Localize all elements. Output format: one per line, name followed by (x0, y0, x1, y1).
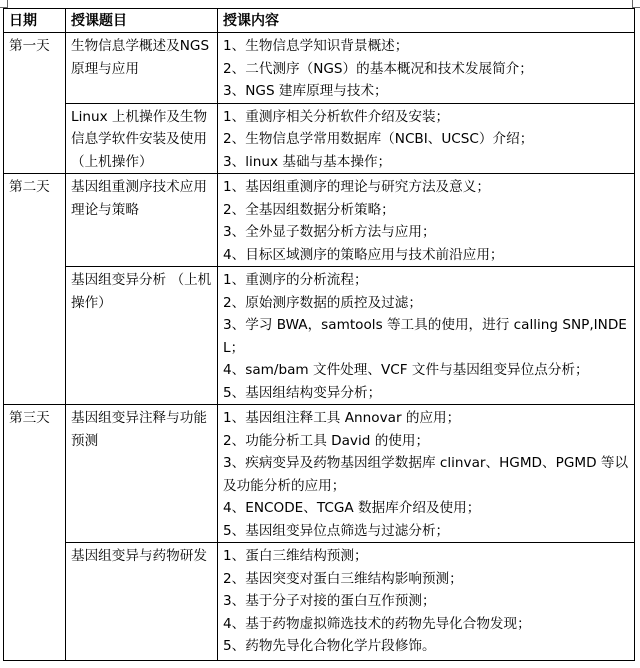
content-cell (218, 174, 635, 267)
topic-cell (66, 543, 218, 661)
content-cell (218, 405, 635, 543)
list-item: 4、目标区域测序的策略应用与技术前沿应用； (223, 246, 504, 263)
list-item: 2、全基因组数据分析策略； (223, 201, 395, 218)
list-item: 1、基因组注释工具 Annovar 的应用； (223, 410, 461, 426)
day-label: 第一天 (9, 38, 50, 54)
list-item: 2、生物信息学常用数据库（NCBI、UCSC）介绍； (223, 131, 534, 147)
content-cell (218, 33, 635, 104)
topic-title: Linux 上机操作及生物信息学软件安装及使用 （上机操作） (71, 108, 208, 170)
corner-mark-right (632, 0, 640, 8)
table-row (4, 103, 635, 174)
list-item: 5、基因组结构变异分析； (223, 384, 382, 401)
table-row (4, 33, 635, 104)
list-item: 2、功能分析工具 David 的使用； (223, 432, 430, 449)
topic-title: 基因组变异与药物研发 (71, 548, 207, 564)
list-item: 1、重测序的分析流程； (223, 272, 368, 288)
table-row (4, 174, 635, 267)
list-item: 3、全外显子数据分析方法与应用； (223, 224, 436, 240)
list-item: 5、基因组变异位点筛选与过滤分析； (223, 522, 450, 539)
schedule-table-wrapper (3, 8, 634, 660)
corner-mark-left (0, 0, 8, 8)
header-topic (66, 9, 218, 33)
list-item: 3、学习 BWA，samtools 等工具的使用，进行 calling SNP,INDEL； (223, 317, 627, 356)
topic-cell (66, 33, 218, 104)
list-item: 3、linux 基础与基本操作； (223, 153, 392, 170)
content-cell (218, 267, 635, 405)
header-topic-label: 授课题目 (71, 13, 127, 29)
table-row (4, 405, 635, 543)
day-cell (4, 33, 66, 174)
day-label: 第三天 (9, 410, 50, 426)
list-item: 3、基于分子对接的蛋白互作预测； (223, 593, 436, 609)
schedule-table (3, 8, 635, 661)
list-item: 3、疾病变异及药物基因组学数据库 clinvar、HGMD、PGMD 等以及功能分析的应用； (223, 455, 629, 494)
list-item: 1、生物信息学知识背景概述； (223, 38, 409, 54)
list-item: 2、二代测序（NGS）的基本概况和技术发展简介； (223, 60, 533, 77)
day-cell (4, 405, 66, 661)
header-date-label: 日期 (9, 13, 37, 29)
list-item: 2、原始测序数据的质控及过滤； (223, 294, 422, 311)
day-label: 第二天 (9, 179, 50, 195)
header-date (4, 9, 66, 33)
list-item: 3、NGS 建库原理与技术； (223, 83, 388, 99)
list-item: 1、蛋白三维结构预测； (223, 548, 368, 564)
list-item: 2、基因突变对蛋白三维结构影响预测； (223, 570, 463, 587)
list-item: 5、药物先导化合物化学片段修饰。 (223, 638, 436, 654)
content-cell (218, 103, 635, 174)
topic-cell (66, 174, 218, 267)
header-content (218, 9, 635, 33)
topic-title: 基因组变异注释与功能预测 (71, 410, 207, 449)
topic-cell (66, 103, 218, 174)
list-item: 4、sam/bam 文件处理、VCF 文件与基因组变异位点分析； (223, 362, 589, 378)
header-content-label: 授课内容 (223, 13, 279, 29)
topic-cell (66, 405, 218, 543)
list-item: 4、基于药物虚拟筛选技术的药物先导化合物发现； (223, 615, 531, 632)
table-row (4, 267, 635, 405)
topic-title: 生物信息学概述及NGS 原理与应用 (71, 38, 210, 77)
day-cell (4, 174, 66, 405)
content-cell (218, 543, 635, 661)
topic-cell (66, 267, 218, 405)
list-item: 1、基因组重测序的理论与研究方法及意义； (223, 179, 490, 195)
list-item: 1、重测序相关分析软件介绍及安装； (223, 108, 450, 125)
topic-title: 基因组重测序技术应用理论与策略 (71, 179, 207, 218)
topic-title: 基因组变异分析 （上机操作） (71, 272, 212, 311)
header-row (4, 9, 635, 33)
list-item: 4、ENCODE、TCGA 数据库介绍及使用； (223, 500, 481, 516)
table-row (4, 543, 635, 661)
